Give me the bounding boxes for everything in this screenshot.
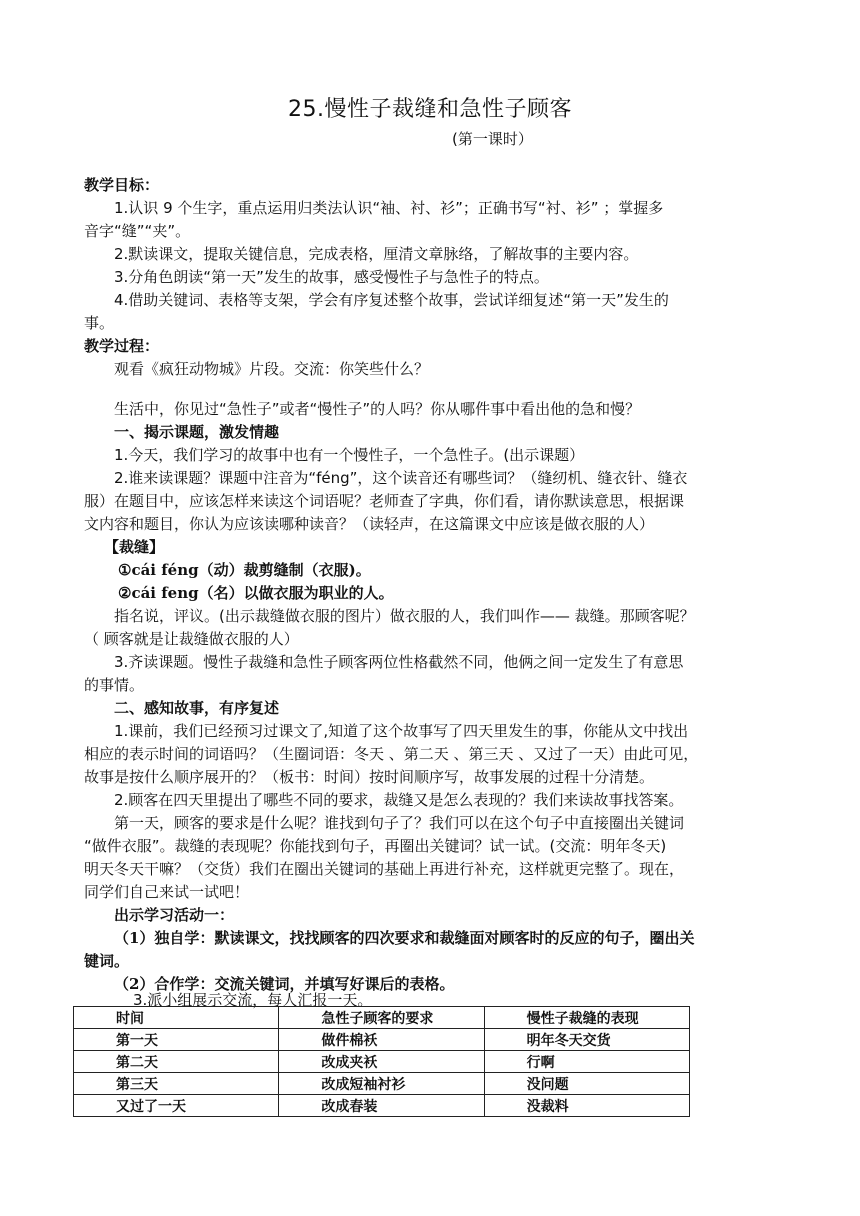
activity-line: （2）合作学：交流关键词，并填写好课后的表格。 [114,975,455,993]
paragraph-line: 指名说，评议。(出示裁缝做衣服的图片）做衣服的人，我们叫作—— 裁缝。那顾客呢？ [114,607,695,625]
table-cell: 改成短袖衬衫 [279,1073,484,1095]
goal-line: 4.借助关键词、表格等支架，学会有序复述整个故事，尝试详细复述“第一天”发生的 [114,291,669,309]
goal-line: 事。 [84,314,115,332]
table-cell: 第二天 [74,1051,279,1073]
activity-line: （1）独自学：默读课文，找找顾客的四次要求和裁缝面对顾客时的反应的句子，圈出关 [114,929,695,947]
paragraph-line: 故事是按什么顺序展开的？（板书：时间）按时间顺序写，故事发展的过程十分清楚。 [84,768,655,786]
table-cell: 没裁料 [484,1095,689,1117]
table-cell: 做件棉袄 [279,1029,484,1051]
goal-line: 音字“缝”“夹”。 [84,222,191,240]
activity-line: 键词。 [84,952,130,970]
table-header-cell: 慢性子裁缝的表现 [484,1007,689,1029]
paragraph-line: 2.谁来读课题？课题中注音为“féng”，这个读音还有哪些词？（缝纫机、缝衣针、缝衣 [114,469,688,487]
paragraph-line: 3.齐读课题。慢性子裁缝和急性子顾客两位性格截然不同，他俩之间一定发生了有意思 [114,653,684,671]
goal-line: 1.认识 9 个生字，重点运用归类法认识“袖、衬、衫”；正确书写“衬、衫” ；掌握多 [114,199,664,217]
paragraph-line: 1.今天，我们学习的故事中也有一个慢性子，一个急性子。(出示课题） [114,446,585,464]
table-header-cell: 急性子顾客的要求 [279,1007,484,1029]
table-cell: 没问题 [484,1073,689,1095]
table-row [74,1029,690,1051]
section-heading: 一、揭示课题，激发情趣 [114,423,280,441]
table-cell: 第一天 [74,1029,279,1051]
table-cell: 改成春装 [279,1095,484,1117]
table-header-cell: 时间 [74,1007,279,1029]
table-row [74,1095,690,1117]
table-header-row [74,1007,690,1029]
paragraph-line: 第一天，顾客的要求是什么呢？谁找到句子了？我们可以在这个句子中直接圈出关键词 [114,814,685,832]
dictionary-entry: ①cái féng（动）裁剪缝制（衣服)。 [118,561,371,579]
process-heading: 教学过程： [84,337,160,355]
activity-heading: 出示学习活动一： [114,906,235,924]
goals-heading: 教学目标： [84,176,160,194]
goal-line: 2.默读课文，提取关键信息，完成表格，厘清文章脉络，了解故事的主要内容。 [114,245,639,263]
paragraph-line: 1.课前，我们已经预习过课文了,知道了这个故事写了四天里发生的事，你能从文中找出 [114,722,689,740]
table-cell: 改成夹袄 [279,1051,484,1073]
activity-line: 3.派小组展示交流，每人汇报一天。 [133,991,373,1009]
dictionary-heading: 【裁缝】 [104,538,165,556]
table-row [74,1073,690,1095]
paragraph-line: 服）在题目中，应该怎样来读这个词语呢？老师查了字典，你们看，请你默读意思，根据课 [84,492,685,510]
paragraph-line: 的事情。 [84,676,145,694]
paragraph-line: 明天冬天干嘛？（交货）我们在圈出关键词的基础上再进行补充，这样就更完整了。现在， [84,860,685,878]
paragraph-line: 同学们自己来试一试吧！ [84,883,250,901]
section-heading: 二、感知故事，有序复述 [114,699,280,717]
paragraph-line: 文内容和题目，你认为应该读哪种读音？（读轻声，在这篇课文中应该是做衣服的人） [84,515,655,533]
lesson-subtitle: (第一课时） [452,130,533,148]
paragraph-line: 相应的表示时间的词语吗？（生圈词语：冬天 、第二天 、第三天 、又过了一天）由此可见， [84,745,699,763]
table-cell: 又过了一天 [74,1095,279,1117]
dictionary-entry: ②cái feng（名）以做衣服为职业的人。 [118,584,394,602]
goal-line: 3.分角色朗读“第一天”发生的故事，感受慢性子与急性子的特点。 [114,268,549,286]
paragraph-line: 生活中，你见过“急性子”或者“慢性子”的人吗？你从哪件事中看出他的急和慢？ [114,400,641,418]
lesson-title: 25.慢性子裁缝和急性子顾客 [288,97,572,122]
table-row [74,1051,690,1073]
paragraph-line: 2.顾客在四天里提出了哪些不同的要求，裁缝又是怎么表现的？我们来读故事找答案。 [114,791,684,809]
paragraph-line: “做件衣服”。裁缝的表现呢？你能找到句子，再圈出关键词？试一试。(交流：明年冬天) [84,837,667,855]
table-cell: 行啊 [484,1051,689,1073]
table-cell: 明年冬天交货 [484,1029,689,1051]
table-cell: 第三天 [74,1073,279,1095]
paragraph-line: （ 顾客就是让裁缝做衣服的人） [84,630,299,648]
summary-table [73,1006,690,1117]
paragraph-line: 观看《疯狂动物城》片段。交流：你笑些什么？ [114,360,430,378]
